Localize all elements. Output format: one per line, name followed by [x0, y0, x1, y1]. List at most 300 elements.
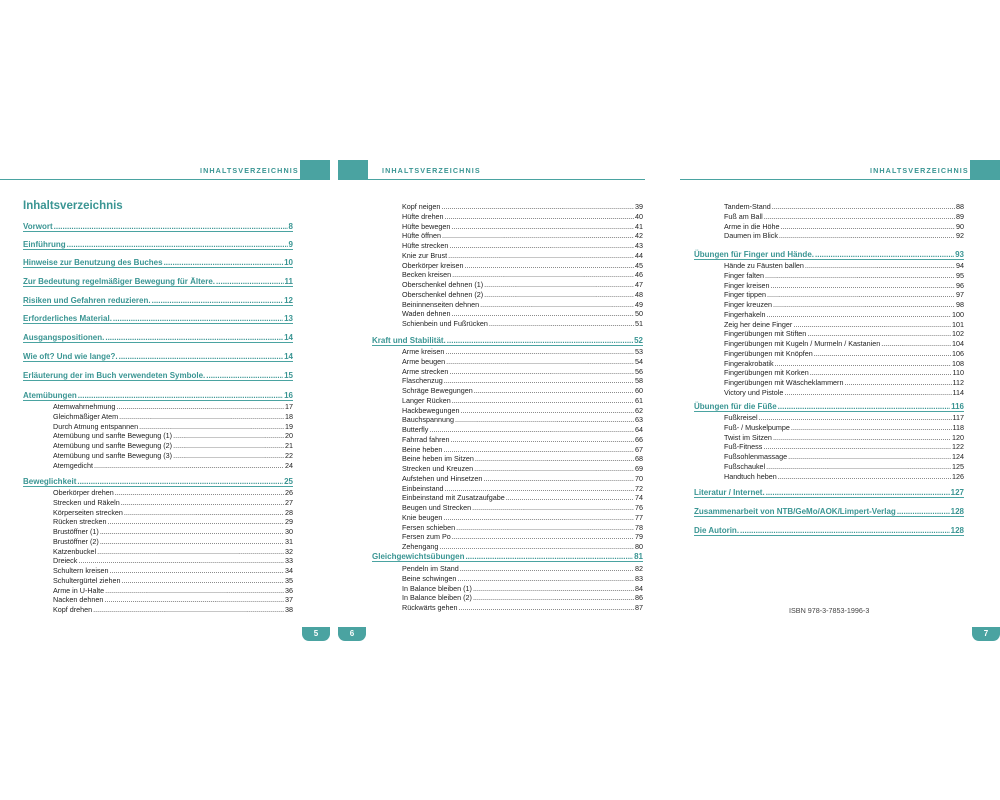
dot-leader — [772, 202, 955, 212]
toc-section-page: 14 — [284, 333, 293, 342]
dot-leader — [767, 290, 955, 300]
dot-leader — [110, 566, 284, 576]
toc-entry — [402, 309, 643, 319]
dot-leader — [773, 300, 955, 310]
toc-entry-label: Hüfte öffnen — [402, 231, 442, 241]
toc-entry-page: 41 — [635, 221, 643, 231]
toc-entry-page: 120 — [952, 432, 964, 442]
dot-leader — [445, 212, 634, 222]
toc-entry — [53, 412, 293, 422]
dot-leader — [93, 605, 284, 615]
toc-entry-label: Kopf drehen — [53, 605, 93, 614]
toc-entry-label: Fußkreisel — [724, 413, 758, 422]
toc-entry — [402, 241, 643, 251]
toc-entry-label: Katzenbuckel — [53, 546, 97, 556]
toc-entry-label: Körperseiten strecken — [53, 507, 123, 517]
toc-entry-label: Fingerübungen mit Knöpfen — [724, 348, 813, 358]
toc-section — [23, 314, 293, 324]
dot-leader — [122, 576, 284, 586]
toc-entry — [53, 508, 293, 518]
toc-entry-label: Schräge Bewegungen — [402, 386, 473, 395]
toc-entry-page: 96 — [956, 280, 964, 290]
dot-leader — [773, 433, 951, 443]
toc-section-page: 15 — [284, 371, 293, 380]
toc-entry-label: Arme beugen — [402, 356, 446, 366]
left-header-rule — [0, 160, 300, 180]
dot-leader — [173, 431, 284, 441]
toc-entry — [724, 231, 964, 241]
toc-entry — [53, 595, 293, 605]
toc-entry-page: 83 — [635, 573, 643, 583]
toc-entry-label: Bauchspannung — [402, 415, 454, 425]
toc-entry — [53, 605, 293, 615]
toc-section — [23, 391, 293, 401]
toc-entry-page: 78 — [635, 522, 643, 532]
toc-entry-page: 38 — [285, 605, 293, 614]
toc-entry — [724, 349, 964, 359]
dot-leader — [465, 552, 633, 561]
toc-section — [23, 371, 293, 381]
toc-entry-page: 40 — [635, 211, 643, 221]
toc-section — [23, 352, 293, 362]
toc-entry-page: 69 — [635, 464, 643, 473]
dot-leader — [814, 349, 951, 359]
toc-section-label: Gleichgewichtsübungen — [372, 552, 465, 561]
toc-entry — [402, 523, 643, 533]
toc-entry-label: Fingerübungen mit Kugeln / Murmeln / Kastanien — [724, 339, 881, 348]
toc-entry-page: 19 — [285, 421, 293, 431]
toc-entry-page: 26 — [285, 488, 293, 497]
toc-entry-label: Fahrrad fahren — [402, 434, 450, 444]
toc-entry — [724, 423, 964, 433]
toc-entry-label: Hüfte drehen — [402, 211, 444, 221]
toc-section-label: Zusammenarbeit von NTB/GeMo/AOK/Limpert-Verlag — [694, 507, 896, 516]
toc-entry-label: Einbeinstand mit Zusatzaufgabe — [402, 493, 505, 503]
dot-leader — [810, 368, 952, 378]
dot-leader — [483, 474, 634, 484]
toc-entry-page: 34 — [285, 566, 293, 575]
toc-entry — [402, 202, 643, 212]
toc-section — [694, 488, 964, 498]
toc-entry-page: 77 — [635, 512, 643, 522]
dot-leader — [164, 258, 284, 267]
toc-entry-label: Arme kreisen — [402, 347, 445, 356]
toc-section-label: Beweglichkeit — [23, 477, 77, 486]
toc-entry — [402, 319, 643, 329]
toc-entry-page: 46 — [635, 270, 643, 280]
dot-leader — [116, 402, 284, 412]
toc-entry — [402, 357, 643, 367]
dot-leader — [805, 261, 955, 271]
dot-leader — [54, 222, 288, 231]
dot-leader — [139, 422, 284, 432]
dot-leader — [740, 526, 950, 535]
dot-leader — [429, 425, 634, 435]
toc-entry-page: 33 — [285, 556, 293, 566]
toc-entry — [53, 586, 293, 596]
toc-entry-label: Aufstehen und Hinsetzen — [402, 473, 483, 483]
dot-leader — [844, 378, 951, 388]
toc-entry-page: 102 — [952, 329, 964, 339]
toc-entry-label: In Balance bleiben (2) — [402, 593, 472, 603]
dot-leader — [771, 281, 955, 291]
toc-entry — [724, 339, 964, 349]
toc-entry-label: Durch Atmung entspannen — [53, 421, 139, 431]
toc-entry-label: Beine heben im Sitzen — [402, 454, 474, 464]
toc-entry-page: 106 — [952, 348, 964, 358]
toc-entry — [724, 472, 964, 482]
dot-leader — [480, 300, 634, 310]
toc-entry — [402, 300, 643, 310]
dot-leader — [173, 441, 284, 451]
dot-leader — [442, 231, 634, 241]
toc-section-label: Vorwort — [23, 222, 53, 231]
dot-leader — [452, 396, 634, 406]
toc-entry-label: Finger falten — [724, 270, 764, 280]
toc-section — [694, 402, 964, 412]
toc-section-page: 25 — [284, 477, 293, 486]
toc-entry — [724, 271, 964, 281]
toc-entry-page: 101 — [952, 319, 964, 329]
dot-leader — [67, 240, 288, 249]
toc-entry-label: Butterfly — [402, 425, 429, 434]
toc-entry-label: Rückwärts gehen — [402, 603, 458, 612]
middle-header-rule — [368, 160, 645, 180]
toc-entry — [402, 347, 643, 357]
toc-section-label: Zur Bedeutung regelmäßiger Bewegung für Ältere. — [23, 277, 216, 286]
toc-entry-label: Knie zur Brust — [402, 250, 448, 260]
toc-entry-page: 28 — [285, 507, 293, 517]
left-header-tab — [300, 160, 330, 180]
toc-entry — [724, 281, 964, 291]
toc-entry — [402, 474, 643, 484]
toc-entry — [402, 445, 643, 455]
toc-entry-page: 66 — [635, 434, 643, 444]
toc-entry-page: 29 — [285, 517, 293, 527]
toc-section — [694, 526, 964, 536]
toc-entry-page: 70 — [635, 473, 643, 483]
toc-entry — [402, 464, 643, 474]
toc-section-page: 116 — [951, 402, 964, 411]
dot-leader — [113, 314, 283, 323]
toc-entry-label: Atemübung und sanfte Bewegung (3) — [53, 450, 173, 460]
toc-entry — [402, 584, 643, 594]
toc-entry — [402, 493, 643, 503]
dot-leader — [484, 290, 634, 300]
toc-entry-label: Twist im Sitzen — [724, 432, 772, 442]
toc-entry — [402, 593, 643, 603]
dot-leader — [506, 493, 634, 503]
dot-leader — [484, 280, 634, 290]
toc-section — [23, 333, 293, 343]
toc-section-page: 127 — [950, 488, 964, 497]
toc-entry-page: 97 — [956, 290, 964, 300]
toc-entry-label: Kopf neigen — [402, 202, 441, 211]
toc-entry-page: 36 — [285, 585, 293, 595]
dot-leader — [759, 413, 952, 423]
dot-leader — [766, 462, 951, 472]
toc-entry — [402, 484, 643, 494]
toc-entry-label: Hände zu Fäusten ballen — [724, 261, 804, 270]
dot-leader — [452, 270, 634, 280]
dot-leader — [216, 277, 284, 286]
toc-section-label: Erforderliches Material. — [23, 314, 112, 323]
toc-entry — [53, 441, 293, 451]
toc-section — [372, 336, 643, 346]
toc-entry-label: Nacken dehnen — [53, 595, 104, 605]
toc-entry-label: Knie beugen — [402, 512, 443, 522]
toc-entry-label: Handtuch heben — [724, 471, 777, 481]
toc-entry-page: 82 — [635, 564, 643, 573]
toc-entry — [402, 435, 643, 445]
toc-entry — [724, 452, 964, 462]
toc-entry — [53, 537, 293, 547]
dot-leader — [77, 477, 283, 486]
right-header-rule — [680, 160, 970, 180]
dot-leader — [775, 359, 951, 369]
toc-entry-label: Fingerübungen mit Korken — [724, 368, 809, 378]
toc-entry-page: 56 — [635, 366, 643, 376]
dot-leader — [105, 586, 284, 596]
dot-leader — [100, 527, 284, 537]
toc-entry — [402, 415, 643, 425]
toc-section-label: Erläuterung der im Buch verwendeten Symbole. — [23, 371, 206, 380]
toc-section — [23, 222, 293, 232]
toc-entry-label: Hüfte bewegen — [402, 221, 451, 231]
dot-leader — [779, 231, 955, 241]
dot-leader — [474, 464, 634, 474]
toc-entry-label: Hüfte strecken — [402, 241, 449, 250]
toc-entry-page: 17 — [285, 402, 293, 411]
toc-section-label: Kraft und Stabilität. — [372, 336, 446, 345]
toc-entry — [402, 513, 643, 523]
toc-entry-page: 27 — [285, 497, 293, 507]
toc-section-page: 16 — [284, 391, 293, 400]
toc-entry-page: 30 — [285, 527, 293, 536]
toc-entry-label: Fußschaukel — [724, 461, 766, 471]
page-number-left: 5 — [302, 627, 330, 641]
toc-entry — [53, 556, 293, 566]
toc-entry — [402, 386, 643, 396]
toc-section-label: Einführung — [23, 240, 66, 249]
dot-leader — [206, 371, 283, 380]
dot-leader — [767, 310, 951, 320]
toc-entry-page: 53 — [635, 347, 643, 356]
dot-leader — [451, 222, 634, 232]
toc-section-page: 10 — [284, 258, 293, 267]
toc-entry-label: Pendeln im Stand — [402, 564, 459, 573]
toc-entry-label: Atemwahrnehmung — [53, 402, 116, 411]
toc-section-page: 93 — [955, 250, 964, 259]
toc-entry — [724, 202, 964, 212]
dot-leader — [445, 347, 634, 357]
dot-leader — [815, 250, 954, 259]
dot-leader — [881, 339, 951, 349]
toc-entry — [53, 431, 293, 441]
toc-entry-page: 42 — [635, 231, 643, 241]
dot-leader — [460, 564, 634, 574]
dot-leader — [100, 537, 284, 547]
dot-leader — [784, 388, 951, 398]
dot-leader — [897, 507, 950, 516]
toc-entry-label: Fingerübungen mit Stiften — [724, 329, 807, 339]
toc-entry-label: Beine heben — [402, 444, 443, 454]
dot-leader — [448, 251, 634, 261]
dot-leader — [173, 451, 284, 461]
toc-entry-page: 20 — [285, 431, 293, 441]
toc-entry-page: 22 — [285, 450, 293, 460]
toc-section-label: Wie oft? Und wie lange?. — [23, 352, 118, 361]
toc-section — [23, 477, 293, 487]
toc-entry-label: Atemübung und sanfte Bewegung (2) — [53, 441, 173, 450]
toc-entry — [724, 359, 964, 369]
toc-entry-page: 49 — [635, 299, 643, 309]
toc-entry — [402, 564, 643, 574]
toc-entry-page: 84 — [635, 583, 643, 593]
dot-leader — [447, 336, 633, 345]
toc-entry-label: Strecken und Räkeln — [53, 497, 120, 507]
toc-entry-label: Atemgedicht — [53, 460, 93, 470]
toc-entry-label: In Balance bleiben (1) — [402, 583, 472, 593]
toc-entry — [53, 461, 293, 471]
toc-entry — [724, 413, 964, 423]
toc-entry — [724, 388, 964, 398]
toc-entry-label: Finger tippen — [724, 290, 766, 300]
dot-leader — [778, 472, 951, 482]
toc-entry — [402, 396, 643, 406]
toc-entry-label: Rücken strecken — [53, 517, 107, 527]
dot-leader — [445, 484, 634, 494]
middle-header-text: INHALTSVERZEICHNIS — [382, 166, 481, 175]
toc-section — [23, 258, 293, 268]
toc-entry — [402, 406, 643, 416]
toc-entry — [53, 498, 293, 508]
toc-section-page: 13 — [284, 314, 293, 323]
toc-entry-label: Fersen zum Po — [402, 532, 451, 542]
dot-leader — [764, 212, 955, 222]
toc-entry — [724, 368, 964, 378]
toc-entry-label: Zehengang — [402, 542, 439, 551]
toc-entry — [724, 290, 964, 300]
toc-entry-page: 21 — [285, 441, 293, 450]
toc-entry — [724, 300, 964, 310]
toc-section-label: Übungen für Finger und Hände. — [694, 250, 814, 259]
middle-header-tab — [338, 160, 368, 180]
toc-entry-page: 86 — [635, 593, 643, 603]
toc-entry-label: Fußsohlenmassage — [724, 452, 788, 461]
toc-entry-page: 88 — [956, 202, 964, 211]
toc-entry — [724, 433, 964, 443]
dot-leader — [105, 333, 283, 342]
toc-entry — [724, 212, 964, 222]
toc-entry-label: Brustöffner (1) — [53, 527, 99, 536]
dot-leader — [778, 402, 950, 411]
dot-leader — [443, 445, 634, 455]
dot-leader — [807, 329, 951, 339]
dot-leader — [473, 584, 634, 594]
toc-entry — [402, 603, 643, 613]
dot-leader — [457, 574, 634, 584]
page-number-right: 7 — [972, 627, 1000, 641]
toc-entry-page: 108 — [952, 358, 964, 368]
toc-entry — [724, 442, 964, 452]
toc-entry-label: Schienbein und Fußrücken — [402, 319, 488, 328]
toc-entry — [402, 542, 643, 552]
toc-section-page: 8 — [288, 222, 293, 231]
toc-section-page: 128 — [950, 526, 964, 535]
right-page — [680, 0, 1000, 800]
toc-entry — [402, 222, 643, 232]
toc-entry-label: Arme in U-Halte — [53, 585, 105, 595]
toc-entry-page: 62 — [635, 405, 643, 415]
toc-entry — [53, 547, 293, 557]
page-number-middle: 6 — [338, 627, 366, 641]
dot-leader — [455, 415, 634, 425]
toc-entry-page: 68 — [635, 454, 643, 464]
toc-section — [23, 277, 293, 287]
toc-entry-label: Daumen im Blick — [724, 231, 778, 241]
toc-entry-page: 44 — [635, 250, 643, 260]
toc-entry-label: Langer Rücken — [402, 395, 451, 405]
toc-section-label: Übungen für die Füße — [694, 402, 777, 411]
toc-entry — [53, 517, 293, 527]
toc-entry — [53, 422, 293, 432]
toc-section-label: Die Autorin. — [694, 526, 740, 535]
toc-entry — [402, 290, 643, 300]
toc-entry-page: 58 — [635, 376, 643, 386]
toc-entry — [402, 270, 643, 280]
toc-entry — [402, 367, 643, 377]
toc-entry — [724, 261, 964, 271]
dot-leader — [781, 222, 955, 232]
toc-entry — [402, 574, 643, 584]
toc-entry-label: Fingerübungen mit Wäscheklammern — [724, 378, 844, 387]
toc-entry-page: 125 — [952, 461, 964, 471]
dot-leader — [94, 461, 284, 471]
toc-entry — [724, 378, 964, 388]
toc-entry-page: 110 — [952, 368, 964, 378]
toc-entry — [53, 566, 293, 576]
right-header-text: INHALTSVERZEICHNIS — [870, 166, 969, 175]
toc-entry-page: 35 — [285, 575, 293, 585]
dot-leader — [446, 357, 634, 367]
left-page — [0, 0, 330, 800]
toc-entry-label: Beugen und Strecken — [402, 503, 472, 512]
toc-entry — [53, 527, 293, 537]
dot-leader — [452, 309, 635, 319]
toc-section-page: 81 — [634, 552, 643, 561]
dot-leader — [763, 442, 951, 452]
dot-leader — [78, 556, 284, 566]
toc-section-label: Atemübungen — [23, 391, 77, 400]
dot-leader — [104, 595, 284, 605]
toc-entry-label: Gleichmäßiger Atem — [53, 411, 119, 421]
toc-entry-label: Schultergürtel ziehen — [53, 575, 121, 585]
toc-entry-label: Brustöffner (2) — [53, 536, 99, 546]
toc-entry — [402, 532, 643, 542]
dot-leader — [473, 593, 634, 603]
dot-leader — [121, 498, 284, 508]
toc-entry-label: Fingerakrobatik — [724, 358, 774, 368]
toc-entry-page: 51 — [635, 319, 643, 328]
toc-entry-page: 114 — [952, 387, 964, 397]
toc-section-page: 128 — [950, 507, 964, 516]
toc-entry-page: 32 — [285, 546, 293, 556]
dot-leader — [766, 488, 950, 497]
toc-entry-page: 100 — [952, 309, 964, 319]
toc-entry — [402, 425, 643, 435]
toc-entry-page: 74 — [635, 493, 643, 503]
